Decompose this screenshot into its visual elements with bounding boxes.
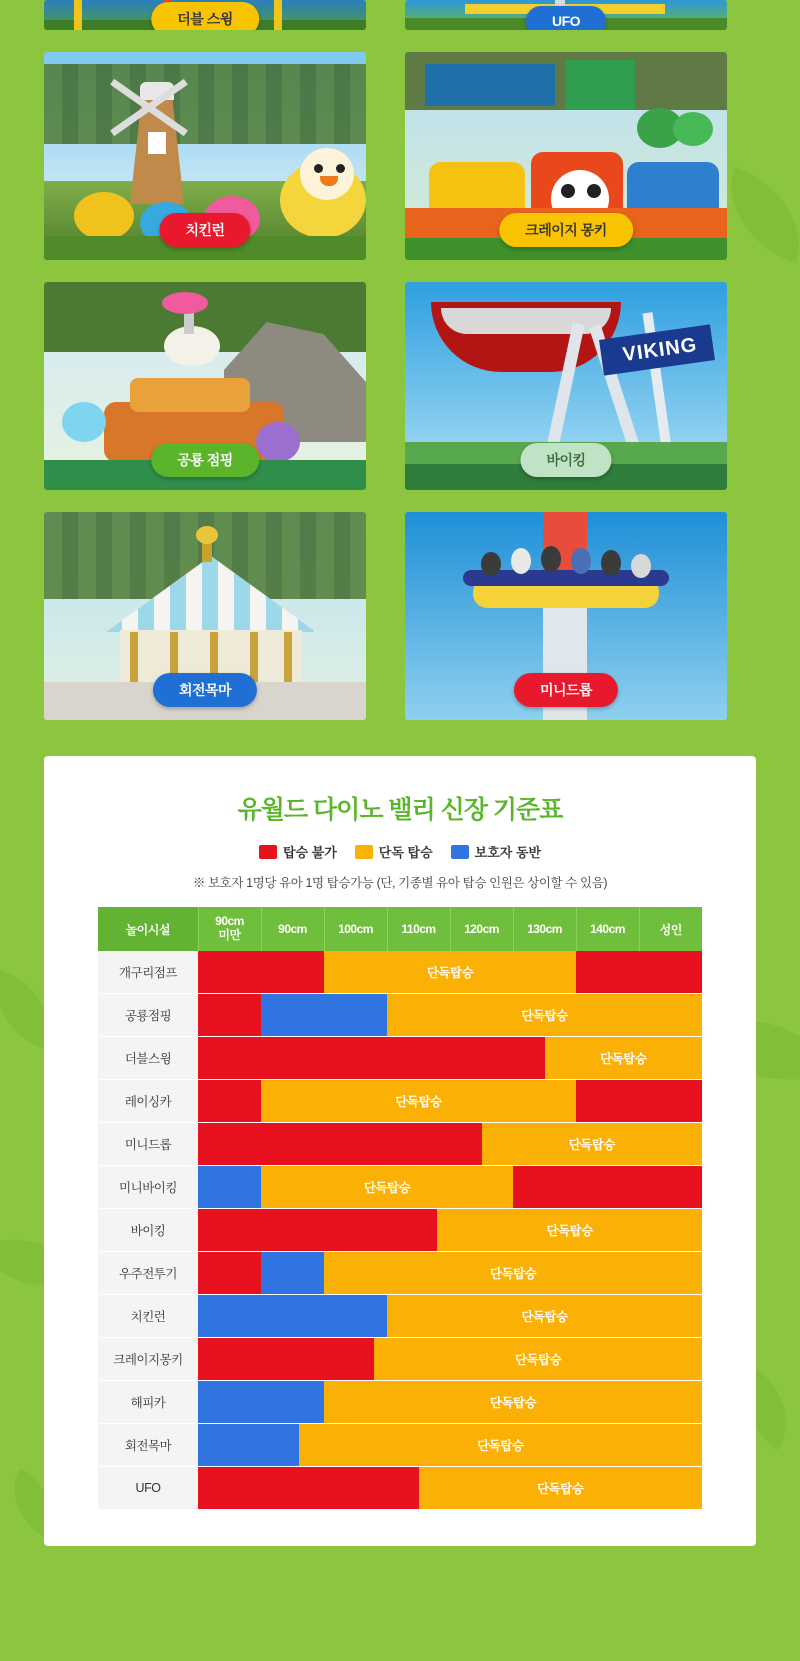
column-header-facility: 놀이시설 [98, 907, 198, 951]
bar-segment-blue [198, 1381, 324, 1423]
table-row [98, 1080, 702, 1123]
bar-segment-yellow [374, 1338, 702, 1380]
height-bar-cell [198, 1467, 702, 1510]
table-row [98, 1252, 702, 1295]
ride-name-cell: 우주전투기 [98, 1252, 198, 1295]
bar-segment-blue [261, 1252, 324, 1294]
table-row [98, 1166, 702, 1209]
ride-name-cell: 더블스윙 [98, 1037, 198, 1080]
bar-segment-yellow [324, 1381, 702, 1423]
ride-name-cell: 해피카 [98, 1381, 198, 1424]
height-requirement-panel [44, 756, 756, 1546]
height-bar-cell [198, 1123, 702, 1166]
height-bar-cell [198, 1037, 702, 1080]
table-row [98, 1467, 702, 1510]
ride-label: 크레이지 몽키 [499, 213, 633, 247]
bar-segment-yellow [299, 1424, 702, 1466]
bar-segment-blue [198, 1166, 261, 1208]
ride-name-cell: 레이싱카 [98, 1080, 198, 1123]
height-bar-cell [198, 951, 702, 994]
table-row [98, 1295, 702, 1338]
bar-segment-label: 단독탑승 [489, 1267, 537, 1281]
ride-name-cell: 미니바이킹 [98, 1166, 198, 1209]
bar-segment-label: 단독탑승 [537, 1482, 584, 1496]
bar-segment-red [513, 1166, 702, 1208]
bar-segment-label: 단독탑승 [568, 1138, 615, 1152]
column-header-140: 140cm [576, 907, 639, 951]
ride-name-cell: 공룡점핑 [98, 994, 198, 1037]
bar-segment-red [198, 1209, 437, 1251]
height-bar-cell [198, 1338, 702, 1381]
bar-segment-label: 단독탑승 [546, 1224, 593, 1238]
table-row [98, 1037, 702, 1080]
column-header-under90: 90cm 미만 [198, 907, 261, 951]
bar-segment-red [198, 994, 261, 1036]
bar-segment-red [576, 951, 702, 993]
table-header-row [98, 907, 702, 951]
table-row [98, 1123, 702, 1166]
column-header-90: 90cm [261, 907, 324, 951]
bar-segment-yellow [419, 1467, 703, 1509]
bar-segment-yellow [261, 1080, 576, 1122]
ride-label: 더블 스윙 [151, 2, 259, 30]
bar-segment-yellow [324, 951, 576, 993]
table-row [98, 1209, 702, 1252]
bar-segment-blue [261, 994, 387, 1036]
ride-card-carousel[interactable] [44, 512, 366, 720]
guardian-note: ※ 보호자 1명당 유아 1명 탑승가능 (단, 기종별 유아 탑승 인원은 상이할 수 있음) [192, 876, 608, 890]
ride-label: 공룡 점핑 [151, 443, 259, 477]
ride-label: 회전목마 [153, 673, 257, 707]
ride-card-crazy-monkey[interactable] [405, 52, 727, 260]
bar-segment-yellow [545, 1037, 703, 1079]
bar-segment-label: 단독탑승 [515, 1353, 562, 1367]
height-bar-cell [198, 1209, 702, 1252]
ride-name-cell: UFO [98, 1467, 198, 1510]
height-bar-cell [198, 1166, 702, 1209]
column-header-130: 130cm [513, 907, 576, 951]
ride-name-cell: 크레이지몽키 [98, 1338, 198, 1381]
ride-name-cell: 회전목마 [98, 1424, 198, 1467]
ride-label: UFO [526, 6, 606, 30]
bar-segment-yellow [437, 1209, 702, 1251]
ride-card-chickenrun[interactable] [44, 52, 366, 260]
table-row [98, 994, 702, 1037]
bar-segment-red [198, 1338, 374, 1380]
ride-name-cell: 바이킹 [98, 1209, 198, 1252]
height-bar-cell [198, 1381, 702, 1424]
bar-segment-label: 단독탑승 [426, 966, 474, 980]
table-row [98, 1424, 702, 1467]
height-bar-cell [198, 994, 702, 1037]
bar-segment-yellow [324, 1252, 702, 1294]
bar-segment-red [198, 1080, 261, 1122]
bar-segment-label: 단독탑승 [521, 1009, 568, 1023]
column-header-120: 120cm [450, 907, 513, 951]
column-header-adult: 성인 [639, 907, 702, 951]
ride-label: 미니드롭 [514, 673, 618, 707]
bar-segment-red [198, 1037, 545, 1079]
legend-item-no-ride [259, 842, 337, 861]
bar-segment-blue [198, 1295, 387, 1337]
ride-row [44, 282, 756, 490]
ride-card-double-swing[interactable] [44, 0, 366, 30]
column-header-100: 100cm [324, 907, 387, 951]
table-body [98, 951, 702, 1510]
height-bar-cell [198, 1252, 702, 1295]
ride-name-cell: 미니드롭 [98, 1123, 198, 1166]
bar-segment-yellow [261, 1166, 513, 1208]
ride-gallery [0, 0, 800, 720]
ride-label: 치킨런 [159, 213, 250, 247]
ride-row-clipped [44, 0, 756, 30]
height-bar-cell [198, 1424, 702, 1467]
bar-segment-label: 단독탑승 [363, 1181, 411, 1195]
height-bar-cell [198, 1080, 702, 1123]
legend-label: 탑승 불가 [282, 845, 337, 860]
bar-segment-red [198, 951, 324, 993]
ride-row [44, 512, 756, 720]
table-row [98, 951, 702, 994]
bar-segment-label: 단독탑승 [600, 1052, 647, 1066]
page-title: 유월드 다이노 밸리 신장 기준표 [237, 796, 563, 824]
bar-segment-red [198, 1467, 419, 1509]
bar-segment-yellow [387, 994, 702, 1036]
legend-label: 단독 탑승 [378, 845, 433, 860]
ride-name-cell: 치킨런 [98, 1295, 198, 1338]
legend-item-solo-ride [355, 842, 433, 861]
legend [44, 842, 756, 861]
table-row [98, 1381, 702, 1424]
legend-swatch-yellow [355, 845, 373, 859]
ride-card-dino-jumping[interactable] [44, 282, 366, 490]
ride-name-cell: 개구리점프 [98, 951, 198, 994]
legend-swatch-blue [451, 845, 469, 859]
bar-segment-yellow [387, 1295, 702, 1337]
ride-card-ufo[interactable] [405, 0, 727, 30]
bar-segment-label: 단독탑승 [477, 1439, 524, 1453]
legend-item-guardian [451, 842, 541, 861]
legend-swatch-red [259, 845, 277, 859]
bar-segment-label: 단독탑승 [489, 1396, 537, 1410]
ride-row [44, 52, 756, 260]
ride-card-mini-drop[interactable] [405, 512, 727, 720]
ride-card-viking[interactable] [405, 282, 727, 490]
bar-segment-label: 단독탑승 [395, 1095, 442, 1109]
height-bar-cell [198, 1295, 702, 1338]
bar-segment-label: 단독탑승 [521, 1310, 568, 1324]
table-row [98, 1338, 702, 1381]
bar-segment-yellow [482, 1123, 703, 1165]
column-header-110: 110cm [387, 907, 450, 951]
ride-photo: VIKING [405, 282, 727, 490]
legend-label: 보호자 동반 [474, 845, 542, 860]
bar-segment-red [576, 1080, 702, 1122]
ride-label: 바이킹 [520, 443, 611, 477]
height-chart-table [98, 907, 702, 1510]
bar-segment-blue [198, 1424, 299, 1466]
bar-segment-red [198, 1252, 261, 1294]
bar-segment-red [198, 1123, 482, 1165]
